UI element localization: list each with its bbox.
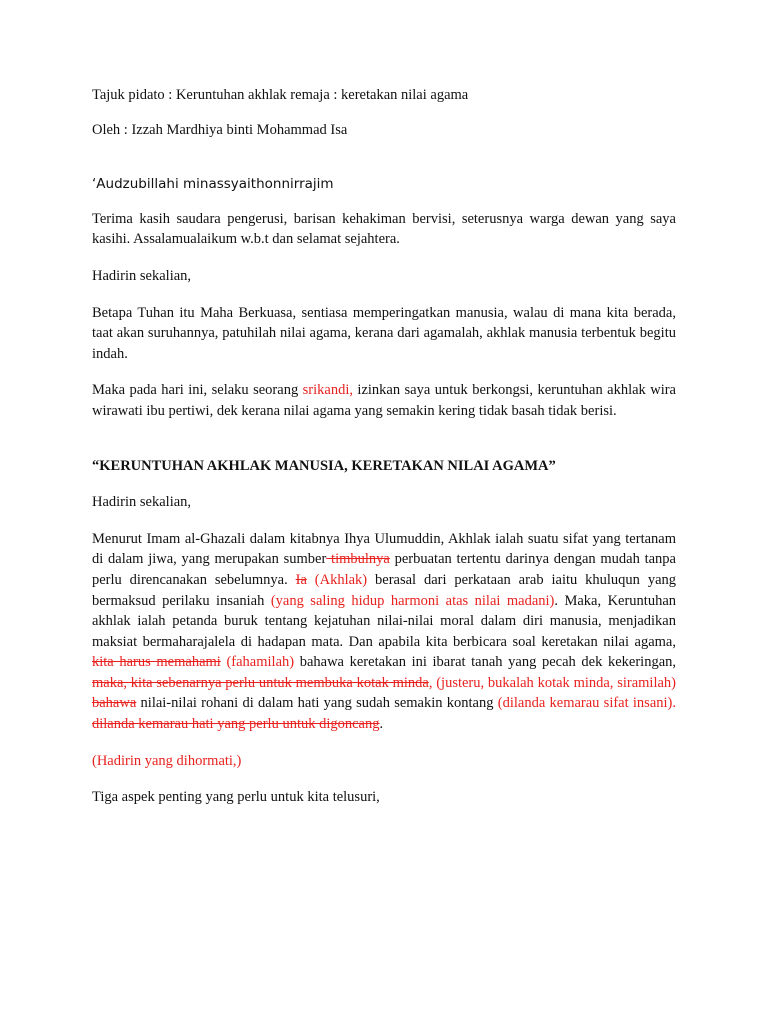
struck-edit: kita harus memahami <box>92 654 221 671</box>
inserted-edit: (Akhlak) <box>306 571 368 588</box>
struck-edit: maka, kita sebenarnya perlu untuk membuka kotak minda <box>92 674 429 691</box>
inserted-edit: (yang saling hidup harmoni atas nilai madani) <box>270 592 555 609</box>
main-text-6: nilai-nilai rohani di dalam hati yang sudah semakin kontang <box>136 695 498 712</box>
struck-edit: timbulnya <box>326 551 390 568</box>
three-aspects-line: Tiga aspek penting yang perlu untuk kita telusuri, <box>92 789 380 806</box>
author-line: Oleh : Izzah Mardhiya binti Mohammad Isa <box>92 121 348 138</box>
section-heading: “KERUNTUHAN AKHLAK MANUSIA, KERETAKAN NILAI AGAMA” <box>92 457 556 474</box>
main-text-1: Menurut Imam al-Ghazali dalam kitabnya Ihya Ulumuddin, Akhlak ialah suatu sifat yang tertanam di dalam jiwa, yang merupakan sumber <box>92 530 676 568</box>
main-text-5: bahawa keretakan ini ibarat tanah yang pecah dek kekeringan, <box>294 654 677 671</box>
thanks-paragraph: Terima kasih saudara pengerusi, barisan kehakiman bervisi, seterusnya warga dewan yang saya kasihi. Assalamualaikum w.b.t dan selamat sejahtera. <box>92 210 676 248</box>
struck-edit: dilanda kemarau hati yang perlu untuk digoncang <box>92 716 380 733</box>
speech-title: Tajuk pidato : Keruntuhan akhlak remaja : keretakan nilai agama <box>92 87 469 103</box>
inserted-edit: (fahamilah) <box>220 654 295 671</box>
greeting-hadirin-2: Hadirin sekalian, <box>92 494 192 511</box>
inserted-edit: srikandi, <box>302 382 353 399</box>
struck-edit: bahawa <box>92 695 137 712</box>
main-text-4: . Maka, Keruntuhan akhlak ialah petanda buruk tentang kejatuhan nilai-nilai moral dalam diri manusia, menjadikan maksiat bermaharajalela di hadapan mata. Dan apabila kita berbicara soal keretakan nilai agama, <box>92 592 677 650</box>
main-text-3: berasal dari perkataan arab iaitu khuluqun yang bermaksud perilaku insaniah <box>92 571 677 609</box>
struck-edit: Ia <box>295 571 307 588</box>
maka-text-1: Maka pada hari ini, selaku seorang <box>92 382 303 399</box>
betapa-paragraph: Betapa Tuhan itu Maha Berkuasa, sentiasa memperingatkan manusia, walau di mana kita berada, taat akan suruhannya, patuhilah nilai agama, kerana dari agamalah, akhlak manusia terbentuk begitu indah. <box>92 304 676 362</box>
main-paragraph <box>92 529 676 735</box>
opening-invocation: ‘Audzubillahi minassyaithonnirrajim <box>92 176 334 193</box>
maka-text-2: izinkan saya untuk berkongsi, keruntuhan akhlak wira wirawati ibu pertiwi, dek kerana nilai agama yang semakin kering tidak basah tidak berisi. <box>92 382 676 419</box>
main-text-2: perbuatan tertentu darinya dengan mudah tanpa perlu direncanakan sebelumnya. <box>92 551 676 588</box>
maka-paragraph <box>92 380 676 421</box>
respect-greeting: (Hadirin yang dihormati,) <box>92 752 242 769</box>
inserted-edit: , (justeru, bukalah kotak minda, siramilah) <box>428 674 676 691</box>
greeting-hadirin-1: Hadirin sekalian, <box>92 267 192 284</box>
main-text-8: . <box>379 716 384 733</box>
inserted-edit: (dilanda kemarau sifat insani). <box>497 695 676 712</box>
